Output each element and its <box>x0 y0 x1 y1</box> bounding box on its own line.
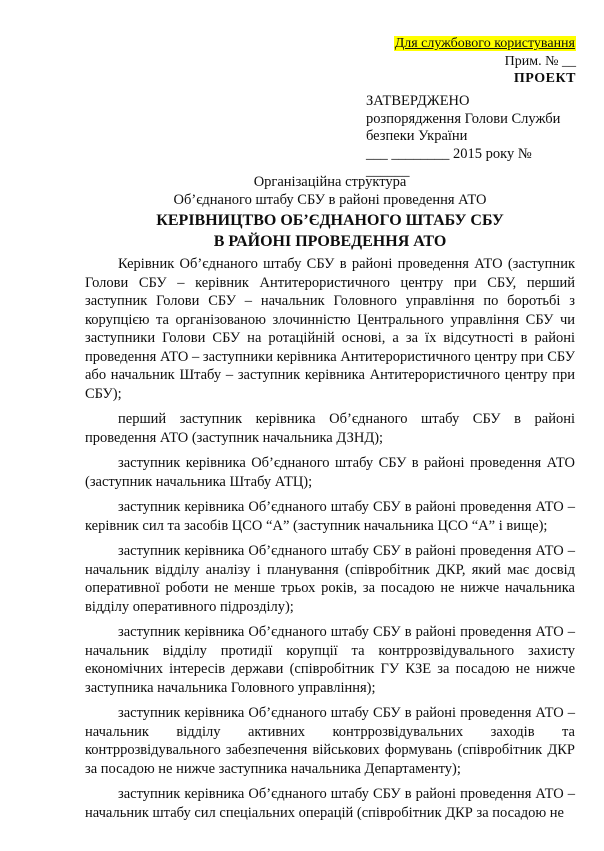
copy-number-line: Прим. № __ <box>504 53 576 69</box>
approval-title: ЗАТВЕРДЖЕНО <box>366 93 470 109</box>
subtitle-line-1: Організаційна структура <box>253 174 407 190</box>
approval-line: розпорядження Голови Служби <box>366 110 561 127</box>
classification-line <box>394 35 576 53</box>
paragraph: заступник керівника Об’єднаного штабу СБУ в районі проведення АТО – начальник відділу аналізу і планування (співробітник ДКР, який має досвід оперативної роботи не менше трьох років, за посадою не нижче начальника відділу оперативного підрозділу); <box>85 543 575 615</box>
subtitle-line-2: Об’єднаного штабу СБУ в районі проведення АТО <box>173 192 487 208</box>
approval-block <box>366 93 578 181</box>
draft-label: ПРОЕКТ <box>513 71 576 86</box>
approval-line: безпеки України <box>366 128 468 144</box>
paragraph: заступник керівника Об’єднаного штабу СБУ в районі проведення АТО – начальник відділу активних контррозвідувальних заходів та контррозвідувального забезпечення військових формувань (співробітник ДКР за посадою не нижче заступника начальника Департаменту); <box>85 705 575 777</box>
paragraph: заступник керівника Об’єднаного штабу СБУ в районі проведення АТО – начальник відділу протидії корупції та контррозвідувального захисту економічних інтересів держави (співробітник ГУ КЗЕ за посадою не нижче заступника начальника Головного управління); <box>85 624 575 696</box>
paragraph: перший заступник керівника Об’єднаного штабу СБУ в районі проведення АТО (заступник начальника ДЗНД); <box>85 411 575 446</box>
approval-date-line: ___ ________ 2015 року № ______ <box>366 145 532 179</box>
classification-stamp: Для службового користування <box>394 36 575 51</box>
paragraph: заступник керівника Об’єднаного штабу СБУ в районі проведення АТО – керівник сил та засобів ЦСО “А” (заступник начальника ЦСО “А” і вище); <box>85 499 575 534</box>
title-line-2: В РАЙОНІ ПРОВЕДЕННЯ АТО <box>213 232 447 250</box>
paragraph: Керівник Об’єднаного штабу СБУ в районі проведення АТО (заступник Голови СБУ – керівник Антитерористичного центру при СБУ, перший заступник Голови СБУ – начальник Головного управління по боротьбі з корупцією та організованою злочинністю Центрального управління СБУ чи заступники Голови СБУ на ротаційній основі, а за їх відсутності в районі проведення АТО – заступники керівника Антитерористичного центру при СБУ або начальник Штабу – заступник керівника Антитерористичного центру при СБУ); <box>85 256 575 402</box>
paragraph: заступник керівника Об’єднаного штабу СБУ в районі проведення АТО (заступник начальника Штабу АТЦ); <box>85 455 575 490</box>
document-body <box>85 255 575 829</box>
page-title <box>85 211 575 252</box>
title-line-1: КЕРІВНИЦТВО ОБ’ЄДНАНОГО ШТАБУ СБУ <box>156 212 504 229</box>
document-header-right <box>394 35 576 88</box>
document-subtitle <box>85 173 575 209</box>
paragraph: заступник керівника Об’єднаного штабу СБУ в районі проведення АТО – начальник штабу сил спеціальних операцій (співробітник ДКР за посадою не <box>85 786 575 821</box>
